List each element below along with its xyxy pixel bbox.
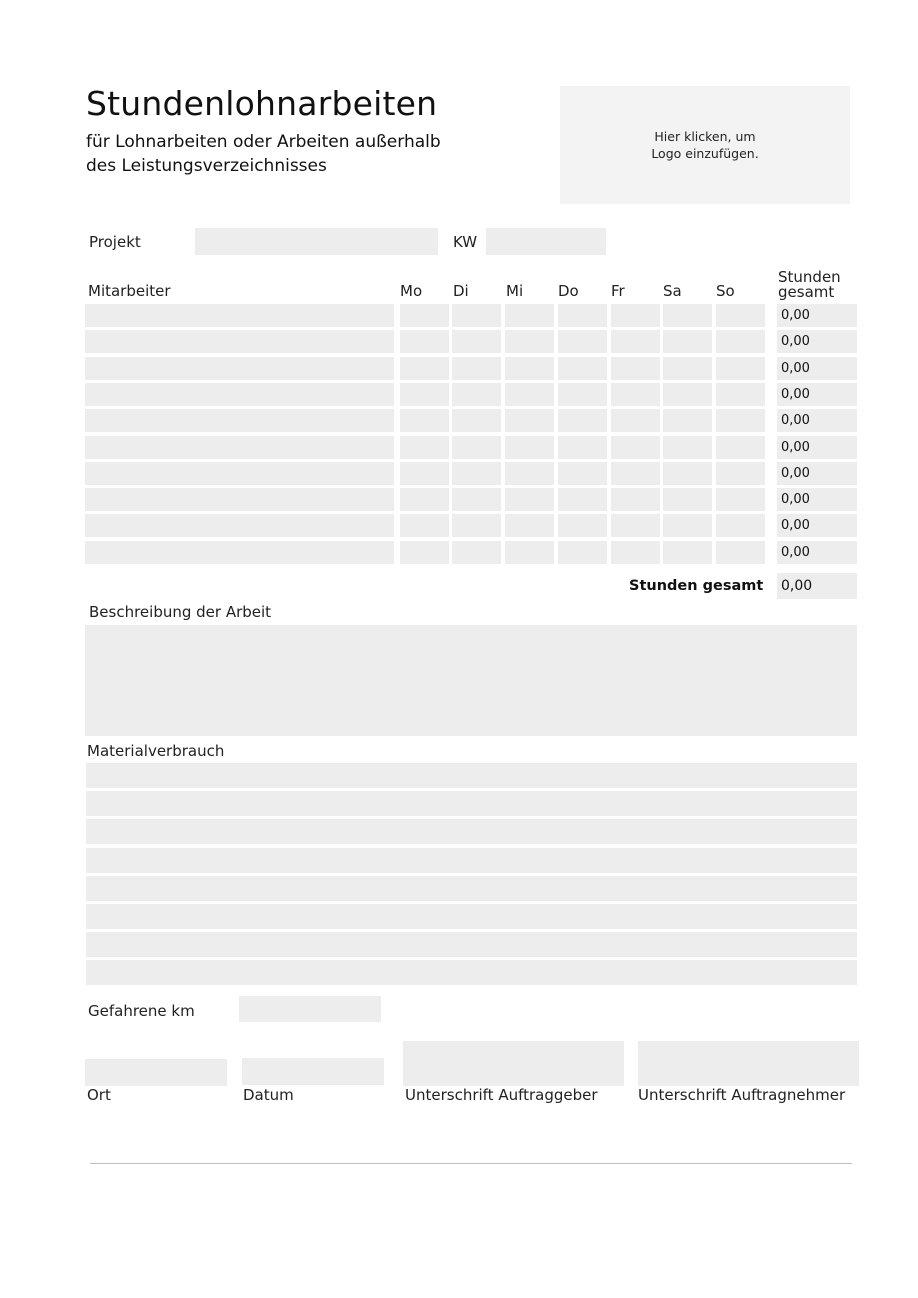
row-total-value: 0,00 bbox=[781, 361, 810, 376]
kw-label: KW bbox=[453, 233, 478, 251]
hours-field-di[interactable] bbox=[452, 436, 501, 459]
signature-auftraggeber-label: Unterschrift Auftraggeber bbox=[405, 1086, 598, 1104]
hours-field-di[interactable] bbox=[452, 514, 501, 537]
hours-field-mo[interactable] bbox=[400, 357, 449, 380]
day-header-di: Di bbox=[453, 282, 469, 300]
hours-field-mo[interactable] bbox=[400, 409, 449, 432]
day-header-fr: Fr bbox=[611, 282, 625, 300]
signature-auftraggeber-field[interactable] bbox=[403, 1041, 624, 1086]
employee-field[interactable] bbox=[85, 357, 394, 380]
hours-field-fr[interactable] bbox=[611, 357, 660, 380]
hours-field-mi[interactable] bbox=[505, 383, 554, 406]
kw-field[interactable] bbox=[486, 228, 606, 255]
hours-field-fr[interactable] bbox=[611, 409, 660, 432]
subtitle-line-2: des Leistungsverzeichnisses bbox=[86, 156, 327, 176]
page-title: Stundenlohnarbeiten bbox=[86, 84, 438, 123]
hours-field-do[interactable] bbox=[558, 409, 607, 432]
hours-field-di[interactable] bbox=[452, 330, 501, 353]
ort-field[interactable] bbox=[85, 1059, 227, 1086]
material-row[interactable] bbox=[86, 848, 857, 873]
hours-field-mo[interactable] bbox=[400, 330, 449, 353]
material-row[interactable] bbox=[86, 819, 857, 844]
hours-field-mo[interactable] bbox=[400, 488, 449, 511]
material-label: Materialverbrauch bbox=[87, 742, 225, 760]
hours-field-so[interactable] bbox=[716, 330, 765, 353]
hours-field-so[interactable] bbox=[716, 436, 765, 459]
material-row[interactable] bbox=[86, 763, 857, 788]
row-total-field bbox=[777, 514, 857, 537]
km-label: Gefahrene km bbox=[88, 1002, 195, 1020]
hours-field-mo[interactable] bbox=[400, 304, 449, 327]
logo-placeholder-line-1: Hier klicken, um bbox=[654, 129, 756, 144]
material-row[interactable] bbox=[86, 876, 857, 901]
hours-field-sa[interactable] bbox=[663, 330, 712, 353]
logo-placeholder[interactable] bbox=[560, 86, 850, 204]
grand-total-field bbox=[777, 573, 857, 599]
hours-field-so[interactable] bbox=[716, 409, 765, 432]
total-header-line-1: Stunden bbox=[778, 268, 841, 286]
subtitle-line-1: für Lohnarbeiten oder Arbeiten außerhalb bbox=[86, 132, 441, 152]
row-total-field bbox=[777, 488, 857, 511]
employee-field[interactable] bbox=[85, 541, 394, 564]
hours-field-so[interactable] bbox=[716, 514, 765, 537]
hours-field-do[interactable] bbox=[558, 330, 607, 353]
hours-field-fr[interactable] bbox=[611, 330, 660, 353]
hours-field-fr[interactable] bbox=[611, 541, 660, 564]
hours-field-sa[interactable] bbox=[663, 409, 712, 432]
hours-field-di[interactable] bbox=[452, 357, 501, 380]
hours-field-mi[interactable] bbox=[505, 304, 554, 327]
hours-field-so[interactable] bbox=[716, 462, 765, 485]
hours-field-mo[interactable] bbox=[400, 436, 449, 459]
hours-field-sa[interactable] bbox=[663, 304, 712, 327]
employee-field[interactable] bbox=[85, 514, 394, 537]
row-total-field bbox=[777, 357, 857, 380]
signature-auftragnehmer-label: Unterschrift Auftragnehmer bbox=[638, 1086, 846, 1104]
hours-field-di[interactable] bbox=[452, 383, 501, 406]
page-subtitle bbox=[86, 130, 441, 178]
hours-field-sa[interactable] bbox=[663, 514, 712, 537]
hours-field-mi[interactable] bbox=[505, 436, 554, 459]
row-total-value: 0,00 bbox=[781, 466, 810, 481]
logo-placeholder-line-2: Logo einzufügen. bbox=[651, 146, 759, 161]
hours-field-mo[interactable] bbox=[400, 383, 449, 406]
hours-field-so[interactable] bbox=[716, 541, 765, 564]
hours-field-fr[interactable] bbox=[611, 304, 660, 327]
hours-field-do[interactable] bbox=[558, 488, 607, 511]
hours-field-di[interactable] bbox=[452, 541, 501, 564]
hours-field-mi[interactable] bbox=[505, 541, 554, 564]
hours-field-di[interactable] bbox=[452, 409, 501, 432]
hours-field-fr[interactable] bbox=[611, 488, 660, 511]
day-header-so: So bbox=[716, 282, 735, 300]
row-total-field bbox=[777, 436, 857, 459]
hours-field-so[interactable] bbox=[716, 357, 765, 380]
hours-field-sa[interactable] bbox=[663, 383, 712, 406]
hours-field-do[interactable] bbox=[558, 436, 607, 459]
description-field[interactable] bbox=[85, 625, 857, 736]
hours-field-mi[interactable] bbox=[505, 488, 554, 511]
hours-field-sa[interactable] bbox=[663, 357, 712, 380]
row-total-field bbox=[777, 462, 857, 485]
employee-field[interactable] bbox=[85, 330, 394, 353]
datum-field[interactable] bbox=[242, 1058, 384, 1085]
hours-field-do[interactable] bbox=[558, 462, 607, 485]
material-row[interactable] bbox=[86, 904, 857, 929]
row-total-value: 0,00 bbox=[781, 440, 810, 455]
hours-field-sa[interactable] bbox=[663, 436, 712, 459]
employee-field[interactable] bbox=[85, 409, 394, 432]
employee-field[interactable] bbox=[85, 462, 394, 485]
hours-field-di[interactable] bbox=[452, 488, 501, 511]
material-row[interactable] bbox=[86, 932, 857, 957]
km-field[interactable] bbox=[239, 996, 381, 1022]
row-total-field bbox=[777, 304, 857, 327]
hours-field-di[interactable] bbox=[452, 462, 501, 485]
hours-field-do[interactable] bbox=[558, 357, 607, 380]
hours-field-mi[interactable] bbox=[505, 514, 554, 537]
hours-field-di[interactable] bbox=[452, 304, 501, 327]
description-label: Beschreibung der Arbeit bbox=[89, 603, 272, 621]
projekt-field[interactable] bbox=[195, 228, 438, 255]
total-header-line-2: gesamt bbox=[778, 283, 835, 301]
signature-auftragnehmer-field[interactable] bbox=[638, 1041, 859, 1086]
row-total-value: 0,00 bbox=[781, 334, 810, 349]
row-total-value: 0,00 bbox=[781, 492, 810, 507]
employee-header: Mitarbeiter bbox=[88, 282, 171, 300]
row-total-value: 0,00 bbox=[781, 413, 810, 428]
hours-field-sa[interactable] bbox=[663, 462, 712, 485]
hours-field-mi[interactable] bbox=[505, 462, 554, 485]
hours-field-do[interactable] bbox=[558, 383, 607, 406]
hours-field-do[interactable] bbox=[558, 514, 607, 537]
footer-divider bbox=[90, 1163, 852, 1164]
day-header-do: Do bbox=[558, 282, 579, 300]
row-total-field bbox=[777, 541, 857, 564]
hours-field-fr[interactable] bbox=[611, 383, 660, 406]
hours-field-mo[interactable] bbox=[400, 541, 449, 564]
material-row[interactable] bbox=[86, 791, 857, 816]
hours-field-do[interactable] bbox=[558, 304, 607, 327]
hours-field-sa[interactable] bbox=[663, 488, 712, 511]
projekt-label: Projekt bbox=[89, 233, 141, 251]
day-header-mi: Mi bbox=[506, 282, 524, 300]
employee-field[interactable] bbox=[85, 436, 394, 459]
hours-field-mi[interactable] bbox=[505, 357, 554, 380]
row-total-value: 0,00 bbox=[781, 545, 810, 560]
row-total-value: 0,00 bbox=[781, 387, 810, 402]
employee-field[interactable] bbox=[85, 304, 394, 327]
hours-field-fr[interactable] bbox=[611, 436, 660, 459]
hours-field-do[interactable] bbox=[558, 541, 607, 564]
hours-field-fr[interactable] bbox=[611, 514, 660, 537]
hours-field-sa[interactable] bbox=[663, 541, 712, 564]
row-total-value: 0,00 bbox=[781, 308, 810, 323]
hours-field-fr[interactable] bbox=[611, 462, 660, 485]
day-header-sa: Sa bbox=[663, 282, 682, 300]
row-total-field bbox=[777, 409, 857, 432]
datum-label: Datum bbox=[243, 1086, 294, 1104]
hours-field-mi[interactable] bbox=[505, 409, 554, 432]
hours-field-mo[interactable] bbox=[400, 514, 449, 537]
hours-field-so[interactable] bbox=[716, 304, 765, 327]
ort-label: Ort bbox=[87, 1086, 111, 1104]
hours-field-so[interactable] bbox=[716, 383, 765, 406]
total-header bbox=[778, 270, 841, 300]
day-header-mo: Mo bbox=[400, 282, 423, 300]
row-total-field bbox=[777, 383, 857, 406]
row-total-value: 0,00 bbox=[781, 518, 810, 533]
grand-total-label: Stunden gesamt bbox=[629, 578, 764, 594]
row-total-field bbox=[777, 330, 857, 353]
employee-field[interactable] bbox=[85, 383, 394, 406]
grand-total-value: 0,00 bbox=[781, 578, 813, 594]
material-row[interactable] bbox=[86, 960, 857, 985]
hours-field-mo[interactable] bbox=[400, 462, 449, 485]
hours-field-mi[interactable] bbox=[505, 330, 554, 353]
employee-field[interactable] bbox=[85, 488, 394, 511]
hours-field-so[interactable] bbox=[716, 488, 765, 511]
